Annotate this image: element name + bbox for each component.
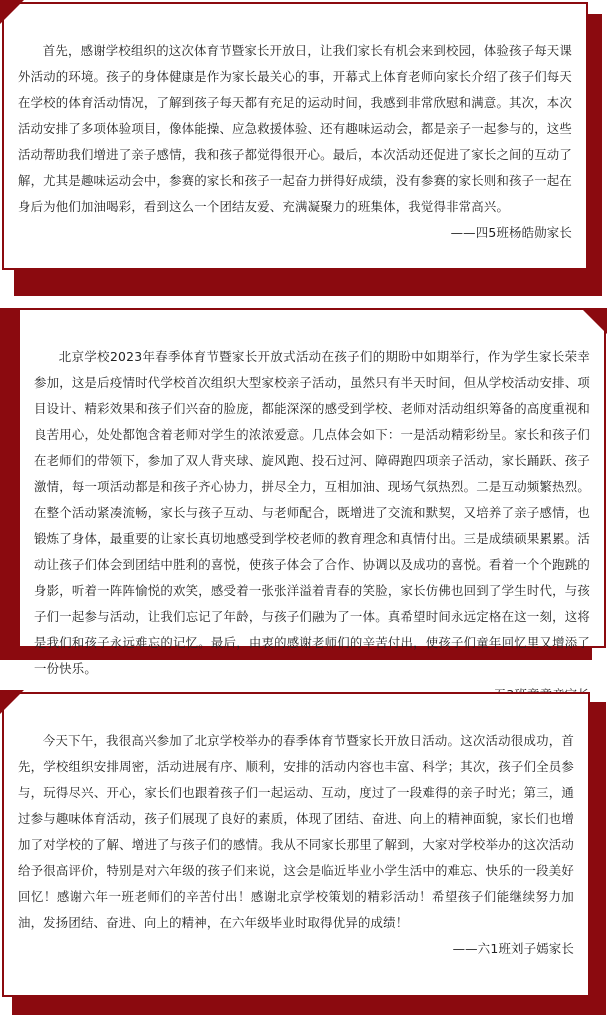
card-panel — [2, 692, 590, 997]
testimonial-body: 今天下午，我很高兴参加了北京学校举办的春季体育节暨家长开放日活动。这次活动很成功，首先，学校组织安排周密，活动进展有序、顺利，安排的活动内容也丰富、科学；其次，孩子们全员参与，玩得尽兴、开心，家长们也跟着孩子们一起运动、互动，度过了一段难得的亲子时光；第三，通过参与趣味体育活动，孩子们展现了良好的素质，体现了团结、奋进、向上的精神面貌，家长们也增加了对学校的了解、增进了与孩子们的感情。我从不同家长那里了解到，大家对学校举办的这次活动给予很高评价，特别是对六年级的孩子们来说，这会是临近毕业小学生活中的难忘、快乐的一段美好回忆！感谢六年一班老师们的辛苦付出！感谢北京学校策划的精彩活动！希望孩子们能继续努力加油，发扬团结、奋进、向上的精神，在六年级毕业时取得优异的成绩！ — [18, 733, 574, 930]
testimonial-body: 首先，感谢学校组织的这次体育节暨家长开放日，让我们家长有机会来到校园，体验孩子每天课外活动的环境。孩子的身体健康是作为家长最关心的事，开幕式上体育老师向家长介绍了孩子们每天在学校的体育活动情况，了解到孩子每天都有充足的运动时间，我感到非常欣慰和满意。其次，本次活动安排了多项体验项目，像体能操、应急救援体验、还有趣味运动会，都是亲子一起参与的，这些活动帮助我们增进了亲子感情，我和孩子都觉得很开心。最后，本次活动还促进了家长之间的互动了解，尤其是趣味运动会中，参赛的家长和孩子一起奋力拼得好成绩，没有参赛的家长则和孩子一起在身后为他们加油喝彩，看到这么一个团结友爱、充满凝聚力的班集体，我觉得非常高兴。 — [18, 43, 572, 214]
card-panel — [18, 308, 606, 676]
testimonial-card-3 — [0, 690, 607, 1015]
testimonial-card-2 — [0, 308, 607, 676]
corner-fold-decoration — [0, 0, 24, 24]
testimonial-body: 北京学校2023年春季体育节暨家长开放式活动在孩子们的期盼中如期举行，作为学生家长荣幸参加，这是后疫情时代学校首次组织大型家校亲子活动，虽然只有半天时间，但从学校活动安排、项目设计、精彩效果和孩子们兴奋的脸庞，都能深深的感受到学校、老师对活动组织筹备的高度重视和良苦用心，处处都饱含着老师对学生的浓浓爱意。几点体会如下：一是活动精彩纷呈。家长和孩子们在老师们的带领下，参加了双人背夹球、旋风跑、投石过河、障碍跑四项亲子活动，家长踊跃、孩子激情，每一项活动都是和孩子齐心协力，拼尽全力，互相加油、现场气氛热烈。二是互动频繁热烈。在整个活动紧凑流畅，家长与孩子互动、与老师配合，既增进了交流和默契，又培养了亲子感情，也锻炼了身体，最重要的让家长真切地感受到学校老师的教育理念和真情付出。三是成绩硕果累累。活动让孩子们体会到团结中胜利的喜悦，使孩子体会了合作、协调以及成功的喜悦。看着一个个跑跳的身影，听着一阵阵愉悦的欢笑，感受着一张张洋溢着青春的笑脸，家长仿佛也回到了学生时代，与孩子们一起参与活动，让我们忘记了年龄，与孩子们融为了一体。真希望时间永远定格在这一刻，这将是我们和孩子永远难忘的记忆。最后，由衷的感谢老师们的辛苦付出，使孩子们童年回忆里又增添了一份快乐。 — [34, 349, 590, 676]
testimonial-card-1 — [0, 0, 607, 296]
card-panel — [2, 2, 588, 270]
corner-fold-decoration — [0, 690, 24, 714]
testimonial-signature: ——六1班刘子嫣家长 — [452, 941, 574, 956]
testimonial-signature: ——四5班杨皓勋家长 — [450, 225, 572, 240]
corner-fold-decoration — [581, 308, 607, 334]
